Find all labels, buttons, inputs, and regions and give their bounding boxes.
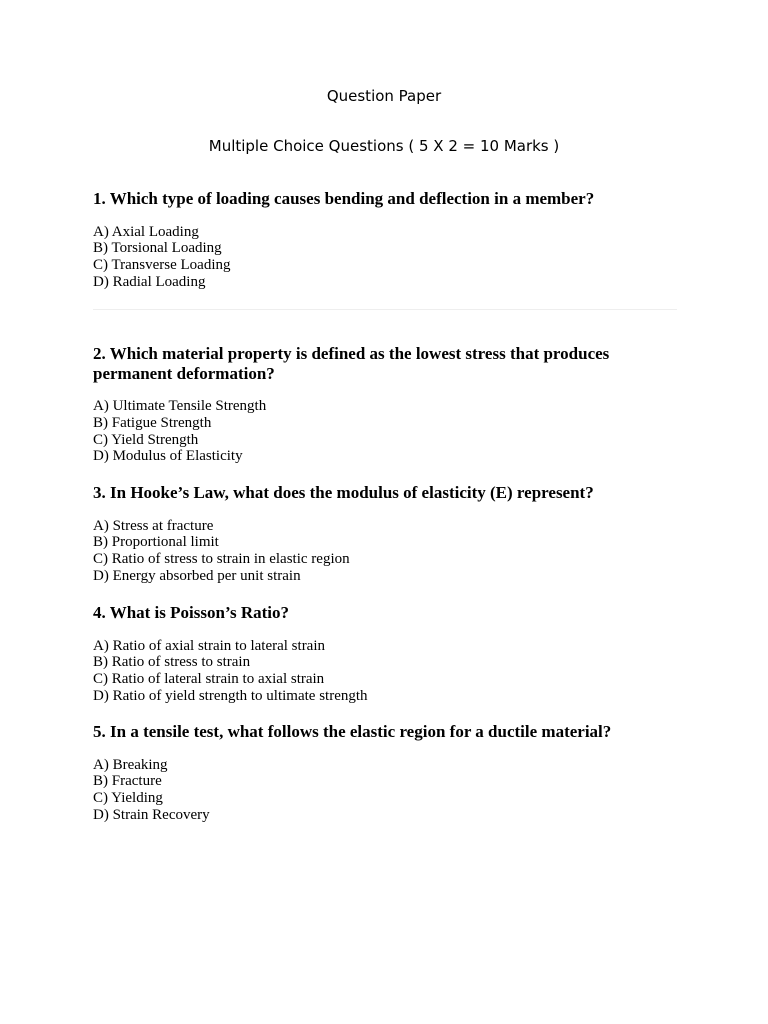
option-a: A) Breaking [93, 756, 168, 773]
option-list [93, 518, 683, 585]
question-5 [93, 722, 683, 824]
question-text: 5. In a tensile test, what follows the elastic region for a ductile material? [93, 722, 612, 741]
question-text: 2. Which material property is defined as the lowest stress that produces permanent deformation? [93, 344, 610, 383]
option-d: D) Strain Recovery [93, 806, 210, 823]
option-c: C) Ratio of stress to strain in elastic region [93, 551, 350, 568]
option-a: A) Ultimate Tensile Strength [93, 398, 267, 414]
section-divider [93, 309, 677, 310]
question-text: 4. What is Poisson’s Ratio? [93, 603, 289, 622]
option-b: B) Ratio of stress to strain [93, 654, 251, 671]
question-1 [93, 189, 683, 291]
document-subtitle: Multiple Choice Questions ( 5 X 2 = 10 Marks ) [208, 137, 560, 155]
option-c: C) Yielding [93, 790, 163, 807]
question-4 [93, 603, 683, 705]
option-a: A) Stress at fracture [93, 517, 214, 534]
option-b: B) Torsional Loading [93, 240, 222, 257]
question-text: 1. Which type of loading causes bending and deflection in a member? [93, 189, 595, 208]
option-d: D) Modulus of Elasticity [93, 448, 243, 465]
option-d: D) Ratio of yield strength to ultimate strength [93, 687, 368, 704]
option-list [93, 638, 683, 705]
option-c: C) Yield Strength [93, 431, 199, 448]
option-b: B) Fracture [93, 773, 162, 790]
option-b: B) Fatigue Strength [93, 414, 212, 431]
option-d: D) Radial Loading [93, 273, 206, 290]
question-text: 3. In Hooke’s Law, what does the modulus of elasticity (E) represent? [93, 483, 594, 502]
option-a: A) Axial Loading [93, 223, 199, 240]
option-c: C) Ratio of lateral strain to axial strain [93, 671, 325, 688]
option-b: B) Proportional limit [93, 534, 219, 551]
question-2 [93, 344, 683, 465]
option-list [93, 757, 683, 824]
option-d: D) Energy absorbed per unit strain [93, 567, 301, 584]
option-c: C) Transverse Loading [93, 257, 231, 274]
option-list [93, 398, 683, 465]
option-list [93, 224, 683, 291]
document-title: Question Paper [326, 87, 442, 105]
question-3 [93, 483, 683, 585]
option-a: A) Ratio of axial strain to lateral strain [93, 637, 326, 654]
